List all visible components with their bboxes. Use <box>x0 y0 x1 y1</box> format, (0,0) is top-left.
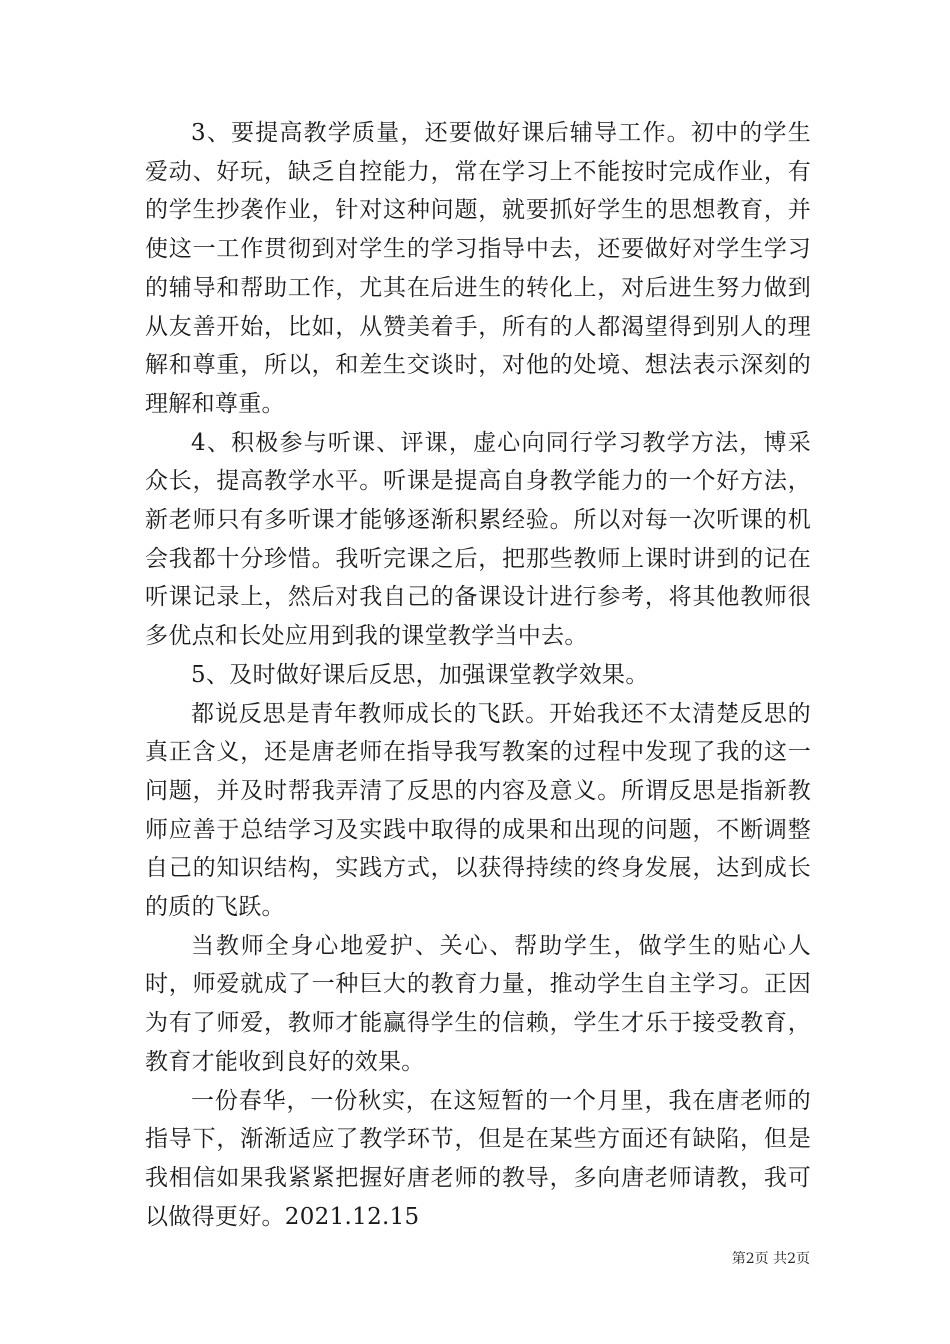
document-body <box>145 114 811 1236</box>
paragraph-item-5: 5、及时做好课后反思，加强课堂教学效果。 <box>191 661 649 688</box>
paragraph-item-3: 3、要提高教学质量，还要做好课后辅导工作。初中的学生爱动、好玩，缺乏自控能力，常在学习上不能按时完成作业，有的学生抄袭作业，针对这种问题，就要抓好学生的思想教育，并使这一工作贯彻到对学生的学习指导中去，还要做好对学生学习的辅导和帮助工作，尤其在后进生的转化上，对后进生努力做到从友善开始，比如，从赞美着手，所有的人都渴望得到别人的理解和尊重，所以，和差生交谈时，对他的处境、想法表示深刻的理解和尊重。 <box>145 120 811 417</box>
paragraph-conclusion: 一份春华，一份秋实，在这短暂的一个月里，我在唐老师的指导下，渐渐适应了教学环节，但是在某些方面还有缺陷，但是我相信如果我紧紧把握好唐老师的教导，多向唐老师请教，我可以做得更好。2021.12.15 <box>145 1087 811 1230</box>
paragraph-item-4: 4、积极参与听课、评课，虚心向同行学习教学方法，博采众长，提高教学水平。听课是提高自身教学能力的一个好方法，新老师只有多听课才能够逐渐积累经验。所以对每一次听课的机会我都十分珍惜。我听完课之后，把那些教师上课时讲到的记在听课记录上，然后对我自己的备课设计进行参考，将其他教师很多优点和长处应用到我的课堂教学当中去。 <box>145 429 811 650</box>
paragraph-reflection: 都说反思是青年教师成长的飞跃。开始我还不太清楚反思的真正含义，还是唐老师在指导我写教案的过程中发现了我的这一问题，并及时帮我弄清了反思的内容及意义。所谓反思是指新教师应善于总结学习及实践中取得的成果和出现的问题，不断调整自己的知识结构，实践方式，以获得持续的终身发展，达到成长的质的飞跃。 <box>145 700 811 921</box>
page-number-footer: 第2页 共2页 <box>731 1251 810 1267</box>
paragraph-teacher-love: 当教师全身心地爱护、关心、帮助学生，做学生的贴心人时，师爱就成了一种巨大的教育力量，推动学生自主学习。正因为有了师爱，教师才能赢得学生的信赖，学生才乐于接受教育，教育才能收到良好的效果。 <box>145 932 811 1075</box>
